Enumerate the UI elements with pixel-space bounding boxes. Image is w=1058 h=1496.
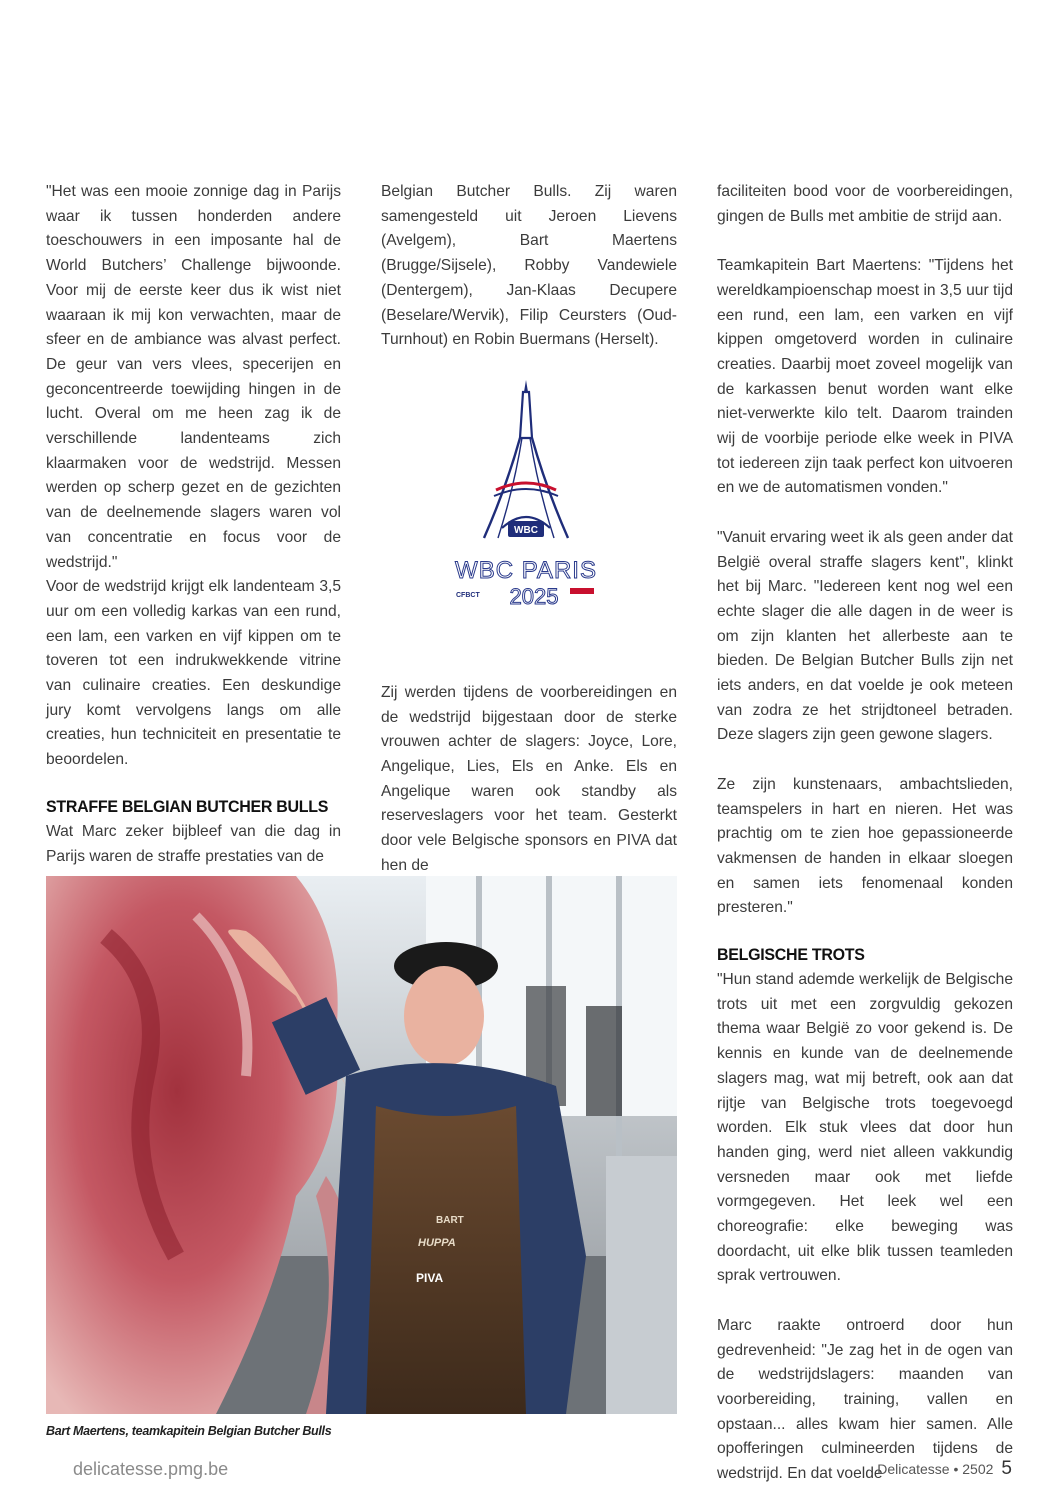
article-column-1 (46, 180, 341, 869)
logo-badge: WBC (514, 525, 538, 536)
apron-brand: HUPPA (418, 1237, 456, 1249)
paragraph: Voor de wedstrijd krijgt elk landenteam 3,5 uur om een volledig karkas van een rund, een lam, een varken en vijf kippen om te toveren tot een indrukwekkende vitrine van culinaire creaties. Een deskundige jury komt vervolgens langs om alle creaties, hun techniciteit en presentatie te beoordelen. (46, 578, 341, 769)
photo-caption: Bart Maertens, teamkapitein Belgian Butcher Bulls (46, 1424, 332, 1438)
article-column-3 (717, 180, 1013, 1487)
paragraph: Teamkapitein Bart Maertens: "Tijdens het wereldkampioenschap moest in 3,5 uur tijd een rund, een lam, een varken en vijf kippen omgetoverd worden in culinaire creaties. Daarbij moet zoveel mogelijk van de karkassen benut worden want elke niet-verwerkte kilo telt. Daarom trainden wij de voorbije periode elke week in PIVA tot iedereen zijn taak perfect kon uitvoeren en we de automatismen vonden." (717, 257, 1013, 497)
page-number: 5 (1001, 1458, 1012, 1479)
paragraph: Zij werden tijdens de voorbereidingen en de wedstrijd bijgestaan door de sterke vrouwen achter de slagers: Joyce, Lore, Angelique, Lies, Els en Anke. Els en Angelique waren ook standby als reserveslagers voor het team. Gesterkt door vele Belgische sponsors en PIVA dat hen de (381, 683, 677, 874)
butcher-photo (46, 876, 677, 1414)
paragraph: "Vanuit ervaring weet ik als geen ander dat België overal straffe slagers kent", klinkt het bij Marc. "Iedereen kent nog wel een echte slager die alle dagen in de weer is om zijn klanten het allerbeste aan te bieden. De Belgian Butcher Bulls zijn net iets anders, en dat voelde je ook meteen van zodra ze het strijdtoneel betraden. Deze slagers zijn geen gewone slagers. (717, 528, 1013, 744)
wbc-paris-logo (446, 378, 606, 608)
paragraph: faciliteiten bood voor de voorbereidingen, gingen de Bulls met ambitie de strijd aan. (717, 183, 1013, 225)
apron-name: BART (436, 1215, 464, 1226)
section-heading: BELGISCHE TROTS (717, 945, 865, 965)
logo-sponsor: CFBCT (456, 592, 480, 599)
paragraph: Belgian Butcher Bulls. Zij waren samengesteld uit Jeroen Lievens (Avelgem), Bart Maertens (Brugge/Sijsele), Robby Vandewiele (Dentergem), Jan-Klaas Decupere (Beselare/Wervik), Filip Ceursters (Oud-Turnhout) en Robin Buermans (Herselt). (381, 183, 677, 349)
apron-sponsor: PIVA (416, 1271, 444, 1285)
issue-label: Delicatesse • 2502 (877, 1461, 994, 1477)
logo-title: WBC PARIS (455, 557, 597, 584)
paragraph: Ze zijn kunstenaars, ambachtslieden, teamspelers in hart en nieren. Het was prachtig om te zien hoe gepassioneerde vakmensen de handen in elkaar sloegen en samen iets fenomenaal konden presteren." (717, 775, 1013, 917)
logo-year: 2025 (509, 584, 559, 608)
website-footer: delicatesse.pmg.be (73, 1459, 229, 1479)
paragraph: Marc raakte ontroerd door hun gedrevenheid: "Je zag het in de ogen van de wedstrijdslagers: maanden van voorbereiding, training, vallen en opstaan... alles kwam hier samen. Alle opofferingen culmineerden tijdens de wedstrijd. En dat voelde (717, 1316, 1013, 1483)
issue-footer (877, 1458, 1012, 1480)
paragraph: "Het was een mooie zonnige dag in Parijs waar ik tussen honderden andere toeschouwers in een imposante hal de World Butchers’ Challenge bijwoonde. Voor mij de eerste keer dus ik wist niet waaraan ik mij kon verwachten, maar de sfeer en de ambiance was alvast perfect. De geur van vers vlees, specerijen en geconcentreerde toewijding hingen in de lucht. Overal om me heen zag ik de verschillende landenteams zich klaarmaken voor de wedstrijd. Messen werden op scherp gezet en de gezichten van de deelnemende slagers waren vol van concentratie en focus voor de wedstrijd." (46, 183, 341, 571)
section-heading: STRAFFE BELGIAN BUTCHER BULLS (46, 796, 329, 816)
paragraph: Wat Marc zeker bijbleef van die dag in Parijs waren de straffe prestaties van de (46, 822, 341, 865)
paragraph: "Hun stand ademde werkelijk de Belgische trots uit met een zorgvuldig gekozen thema waar België zo voor gekend is. De kennis en kunde van de deelnemende slagers mag, wat mij betreft, ook aan dat rijtje van Belgische trots toegevoegd worden. Elk stuk vlees dat door hun handen ging, werd niet alleen vakkundig versneden maar ook met liefde vormgegeven. Het leek wel een choreografie: elke beweging was doordacht, uit elke blik tussen teamleden sprak vertrouwen. (717, 971, 1013, 1285)
